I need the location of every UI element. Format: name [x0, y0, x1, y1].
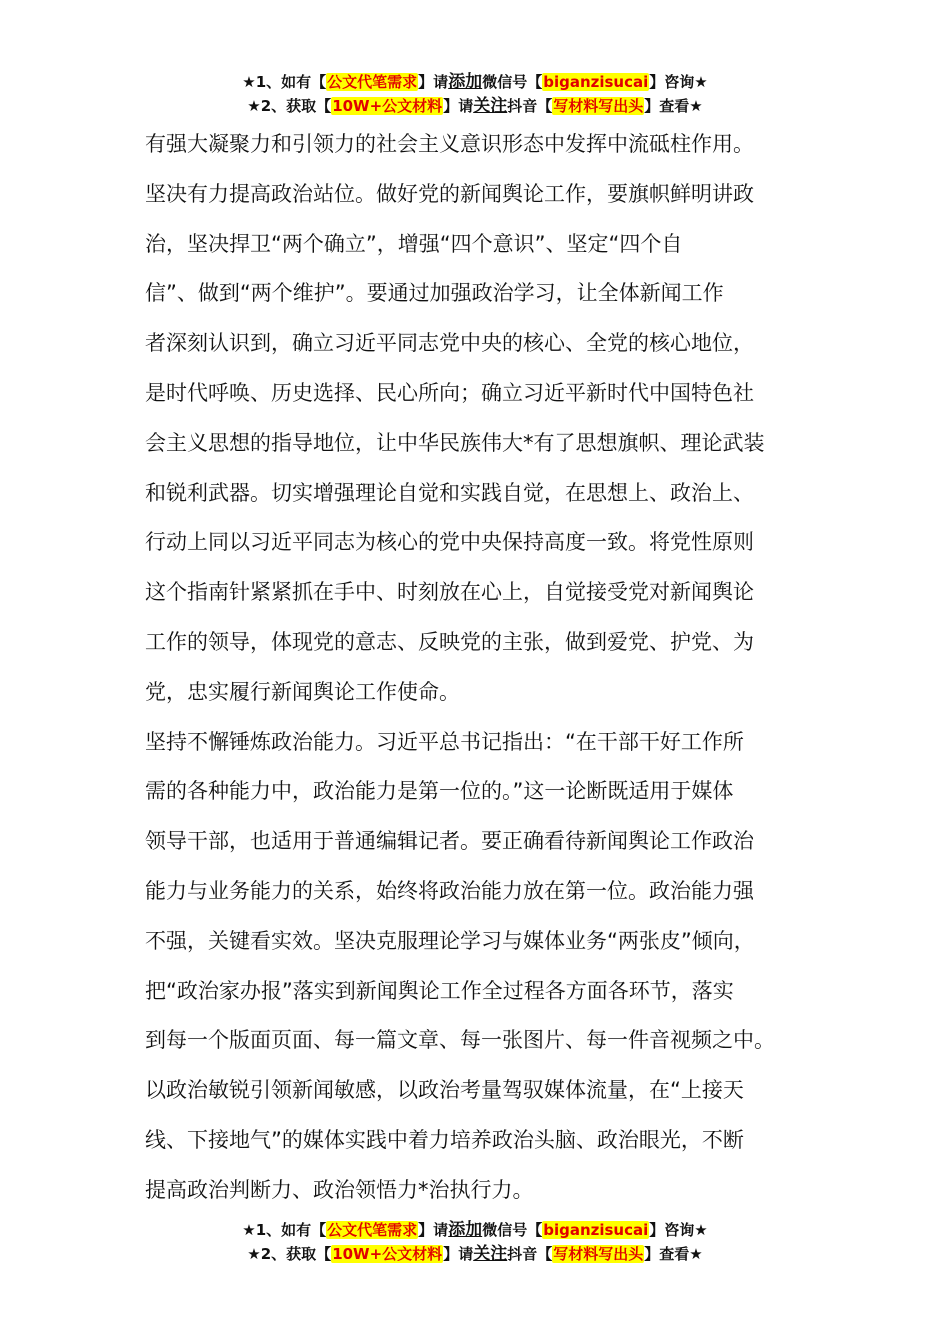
banner-text: 】查看★ — [644, 1245, 703, 1263]
banner-text: 微信号【 — [482, 73, 543, 91]
banner-text: 】请 — [418, 1221, 449, 1239]
underlined-word: 关注 — [473, 1244, 508, 1264]
body-line: 会主义思想的指导地位，让中华民族伟大*有了思想旗帜、理论武装 — [145, 430, 765, 455]
body-line: 党，忠实履行新闻舆论工作使命。 — [145, 679, 460, 704]
body-line: 坚决有力提高政治站位。做好党的新闻舆论工作，要旗帜鲜明讲政 — [145, 181, 754, 206]
banner-text: 】查看★ — [644, 97, 703, 115]
body-line: 能力与业务能力的关系，始终将政治能力放在第一位。政治能力强 — [145, 878, 754, 903]
body-line: 工作的领导，体现党的意志、反映党的主张，做到爱党、护党、为 — [145, 629, 754, 654]
footer-banner — [0, 1218, 950, 1266]
highlight-douyin-id: 写材料写出头 — [553, 1245, 644, 1263]
banner-line-1 — [0, 1218, 950, 1242]
banner-text: ★2、获取【 — [247, 1245, 332, 1263]
highlight-service: 公文代笔需求 — [327, 73, 418, 91]
highlight-wechat-id: biganzisucai — [543, 1221, 649, 1239]
body-line: 需的各种能力中，政治能力是第一位的。”这一论断既适用于媒体 — [145, 779, 734, 804]
body-line: 是时代呼唤、历史选择、民心所向；确立习近平新时代中国特色社 — [145, 380, 754, 405]
highlight-douyin-id: 写材料写出头 — [553, 97, 644, 115]
body-line: 这个指南针紧紧抓在手中、时刻放在心上，自觉接受党对新闻舆论 — [145, 580, 754, 605]
banner-text: 抖音【 — [507, 97, 553, 115]
body-line: 领导干部，也适用于普通编辑记者。要正确看待新闻舆论工作政治 — [145, 829, 754, 854]
body-line: 和锐利武器。切实增强理论自觉和实践自觉，在思想上、政治上、 — [145, 480, 754, 505]
body-line: 坚持不懈锤炼政治能力。习近平总书记指出：“在干部干好工作所 — [145, 729, 744, 754]
banner-text: 】请 — [443, 1245, 474, 1263]
body-line: 线、下接地气”的媒体实践中着力培养政治头脑、政治眼光，不断 — [145, 1127, 744, 1152]
banner-text: 微信号【 — [482, 1221, 543, 1239]
banner-text: 】请 — [443, 97, 474, 115]
underlined-word: 添加 — [448, 1220, 483, 1240]
body-line: 到每一个版面页面、每一篇文章、每一张图片、每一件音视频之中。 — [145, 1028, 775, 1053]
body-line: 不强，关键看实效。坚决克服理论学习与媒体业务“两张皮”倾向， — [145, 928, 755, 953]
body-line: 者深刻认识到，确立习近平同志党中央的核心、全党的核心地位， — [145, 331, 754, 356]
highlight-materials: 10W+公文材料 — [332, 1245, 443, 1263]
underlined-word: 关注 — [473, 96, 508, 116]
banner-line-1 — [0, 70, 950, 94]
banner-line-2 — [0, 1242, 950, 1266]
highlight-materials: 10W+公文材料 — [332, 97, 443, 115]
body-line: 治，坚决捍卫“两个确立”，增强“四个意识”、坚定“四个自 — [145, 231, 683, 256]
banner-text: ★1、如有【 — [242, 73, 327, 91]
body-line: 行动上同以习近平同志为核心的党中央保持高度一致。将党性原则 — [145, 530, 754, 555]
body-line: 提高政治判断力、政治领悟力*治执行力。 — [145, 1177, 534, 1202]
body-line: 把“政治家办报”落实到新闻舆论工作全过程各方面各环节，落实 — [145, 978, 734, 1003]
body-line: 有强大凝聚力和引领力的社会主义意识形态中发挥中流砥柱作用。 — [145, 132, 754, 156]
highlight-service: 公文代笔需求 — [327, 1221, 418, 1239]
banner-text: ★1、如有【 — [242, 1221, 327, 1239]
body-line: 信”、做到“两个维护”。要通过加强政治学习，让全体新闻工作 — [145, 281, 724, 306]
banner-text: ★2、获取【 — [247, 97, 332, 115]
underlined-word: 添加 — [448, 72, 483, 92]
header-banner — [0, 70, 950, 118]
banner-text: 抖音【 — [507, 1245, 553, 1263]
banner-text: 】咨询★ — [649, 73, 708, 91]
highlight-wechat-id: biganzisucai — [543, 73, 649, 91]
banner-text: 】请 — [418, 73, 449, 91]
banner-line-2 — [0, 94, 950, 118]
body-line: 以政治敏锐引领新闻敏感，以政治考量驾驭媒体流量，在“上接天 — [145, 1078, 744, 1103]
document-body — [145, 120, 835, 1216]
banner-text: 】咨询★ — [649, 1221, 708, 1239]
